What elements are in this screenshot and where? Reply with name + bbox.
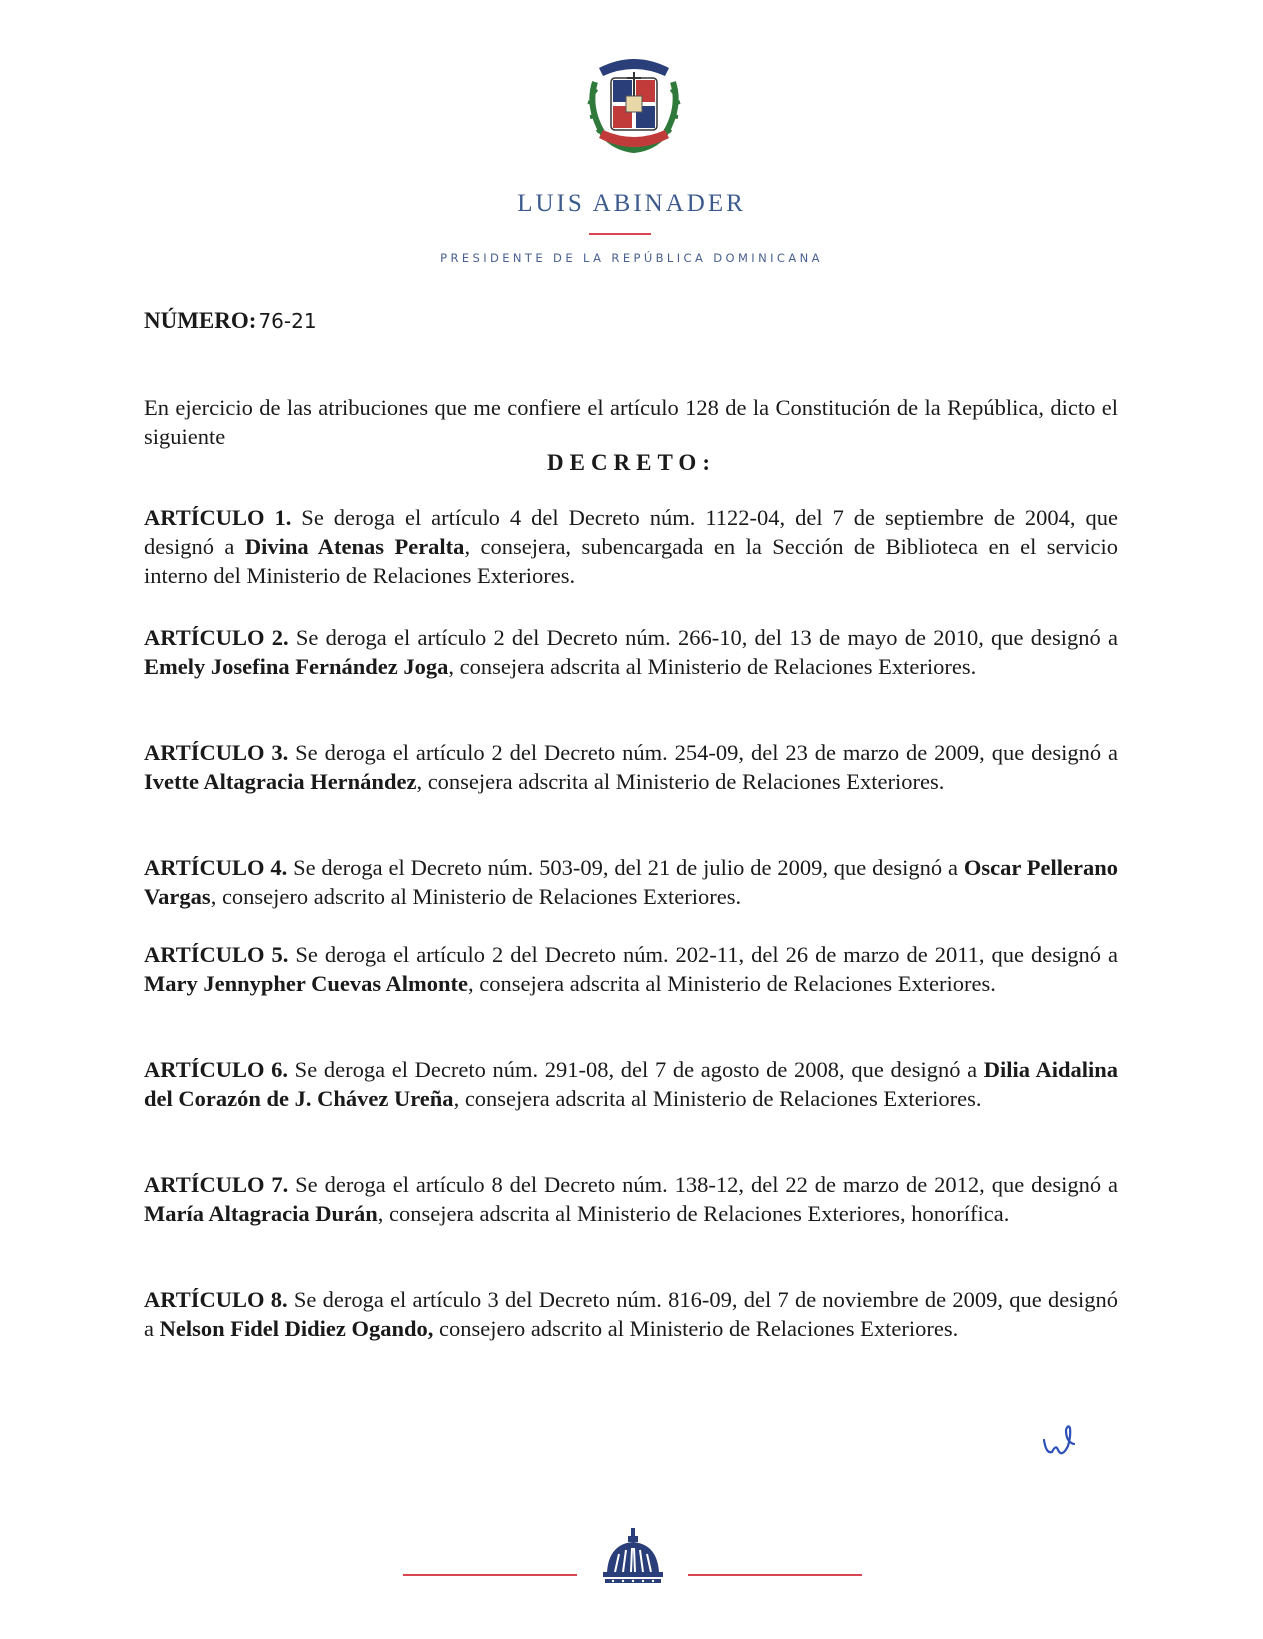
article-person-name: Dilia Aidalina del Corazón de J. Chávez Ureña bbox=[144, 1057, 1118, 1111]
palace-dome-icon bbox=[601, 1528, 665, 1588]
article-text: Se deroga el artículo 3 del Decreto núm. 816-09, del 7 de noviembre de 2009, que designó a bbox=[144, 1287, 1118, 1341]
header-accent-rule bbox=[589, 233, 651, 235]
initials-signature bbox=[1040, 1422, 1080, 1462]
president-title: PRESIDENTE DE LA REPÚBLICA DOMINICANA bbox=[440, 251, 823, 265]
article-person-name: Nelson Fidel Didiez Ogando, bbox=[159, 1316, 434, 1341]
article-text: consejero adscrito al Ministerio de Relaciones Exteriores. bbox=[433, 1316, 959, 1341]
article-8 bbox=[144, 1285, 1118, 1343]
article-label: ARTÍCULO 5. bbox=[144, 942, 289, 967]
article-4 bbox=[144, 853, 1118, 911]
decree-number-label: NÚMERO: bbox=[144, 308, 257, 333]
article-label: ARTÍCULO 2. bbox=[144, 625, 289, 650]
article-7 bbox=[144, 1170, 1118, 1228]
decree-heading: DECRETO: bbox=[547, 450, 716, 475]
article-text: Se deroga el Decreto núm. 503-09, del 21 de julio de 2009, que designó a bbox=[287, 855, 964, 880]
footer-rule-right bbox=[688, 1574, 862, 1576]
coat-of-arms-icon bbox=[581, 52, 687, 158]
article-text: Se deroga el artículo 2 del Decreto núm. 254-09, del 23 de marzo de 2009, que designó a bbox=[288, 740, 1118, 765]
footer-rule-left bbox=[403, 1574, 577, 1576]
article-1 bbox=[144, 503, 1118, 590]
intro-paragraph: En ejercicio de las atribuciones que me confiere el artículo 128 de la Constitución de la República, dicto el siguiente bbox=[144, 395, 1118, 449]
article-label: ARTÍCULO 1. bbox=[144, 505, 292, 530]
article-2 bbox=[144, 623, 1118, 681]
article-person-name: María Altagracia Durán bbox=[144, 1201, 378, 1226]
article-text: Se deroga el artículo 8 del Decreto núm. 138-12, del 22 de marzo de 2012, que designó a bbox=[288, 1172, 1118, 1197]
article-5 bbox=[144, 940, 1118, 998]
article-6 bbox=[144, 1055, 1118, 1113]
article-label: ARTÍCULO 4. bbox=[144, 855, 288, 880]
article-person-name: Divina Atenas Peralta bbox=[244, 534, 465, 559]
article-person-name: Oscar Pellerano Vargas bbox=[144, 855, 1118, 909]
article-person-name: Mary Jennypher Cuevas Almonte bbox=[144, 971, 468, 996]
president-name: LUIS ABINADER bbox=[517, 190, 746, 217]
article-label: ARTÍCULO 7. bbox=[144, 1172, 289, 1197]
article-3 bbox=[144, 738, 1118, 796]
article-text: Se deroga el artículo 2 del Decreto núm. 266-10, del 13 de mayo de 2010, que designó a bbox=[288, 625, 1118, 650]
article-text: , consejera adscrita al Ministerio de Relaciones Exteriores, honorífica. bbox=[377, 1201, 1010, 1226]
article-label: ARTÍCULO 8. bbox=[144, 1287, 288, 1312]
article-text: , consejera adscrita al Ministerio de Relaciones Exteriores. bbox=[416, 769, 945, 794]
decree-number-value: 76-21 bbox=[258, 309, 317, 333]
article-label: ARTÍCULO 3. bbox=[144, 740, 289, 765]
article-text: , consejera adscrita al Ministerio de Relaciones Exteriores. bbox=[453, 1086, 982, 1111]
article-text: Se deroga el Decreto núm. 291-08, del 7 de agosto de 2008, que designó a bbox=[288, 1057, 984, 1082]
article-person-name: Emely Josefina Fernández Joga bbox=[144, 654, 449, 679]
article-text: Se deroga el artículo 4 del Decreto núm. 1122-04, del 7 de septiembre de 2004, que designó a bbox=[144, 505, 1118, 559]
decree-number bbox=[144, 308, 317, 334]
article-text: , consejera, subencargada en la Sección de Biblioteca en el servicio interno del Ministerio de Relaciones Exteriores. bbox=[144, 534, 1119, 588]
article-text: , consejero adscrito al Ministerio de Relaciones Exteriores. bbox=[210, 884, 742, 909]
article-text: Se deroga el artículo 2 del Decreto núm. 202-11, del 26 de marzo de 2011, que designó a bbox=[288, 942, 1118, 967]
article-label: ARTÍCULO 6. bbox=[144, 1057, 289, 1082]
article-text: , consejera adscrita al Ministerio de Relaciones Exteriores. bbox=[448, 654, 977, 679]
article-text: , consejera adscrita al Ministerio de Relaciones Exteriores. bbox=[467, 971, 996, 996]
article-person-name: Ivette Altagracia Hernández bbox=[144, 769, 417, 794]
